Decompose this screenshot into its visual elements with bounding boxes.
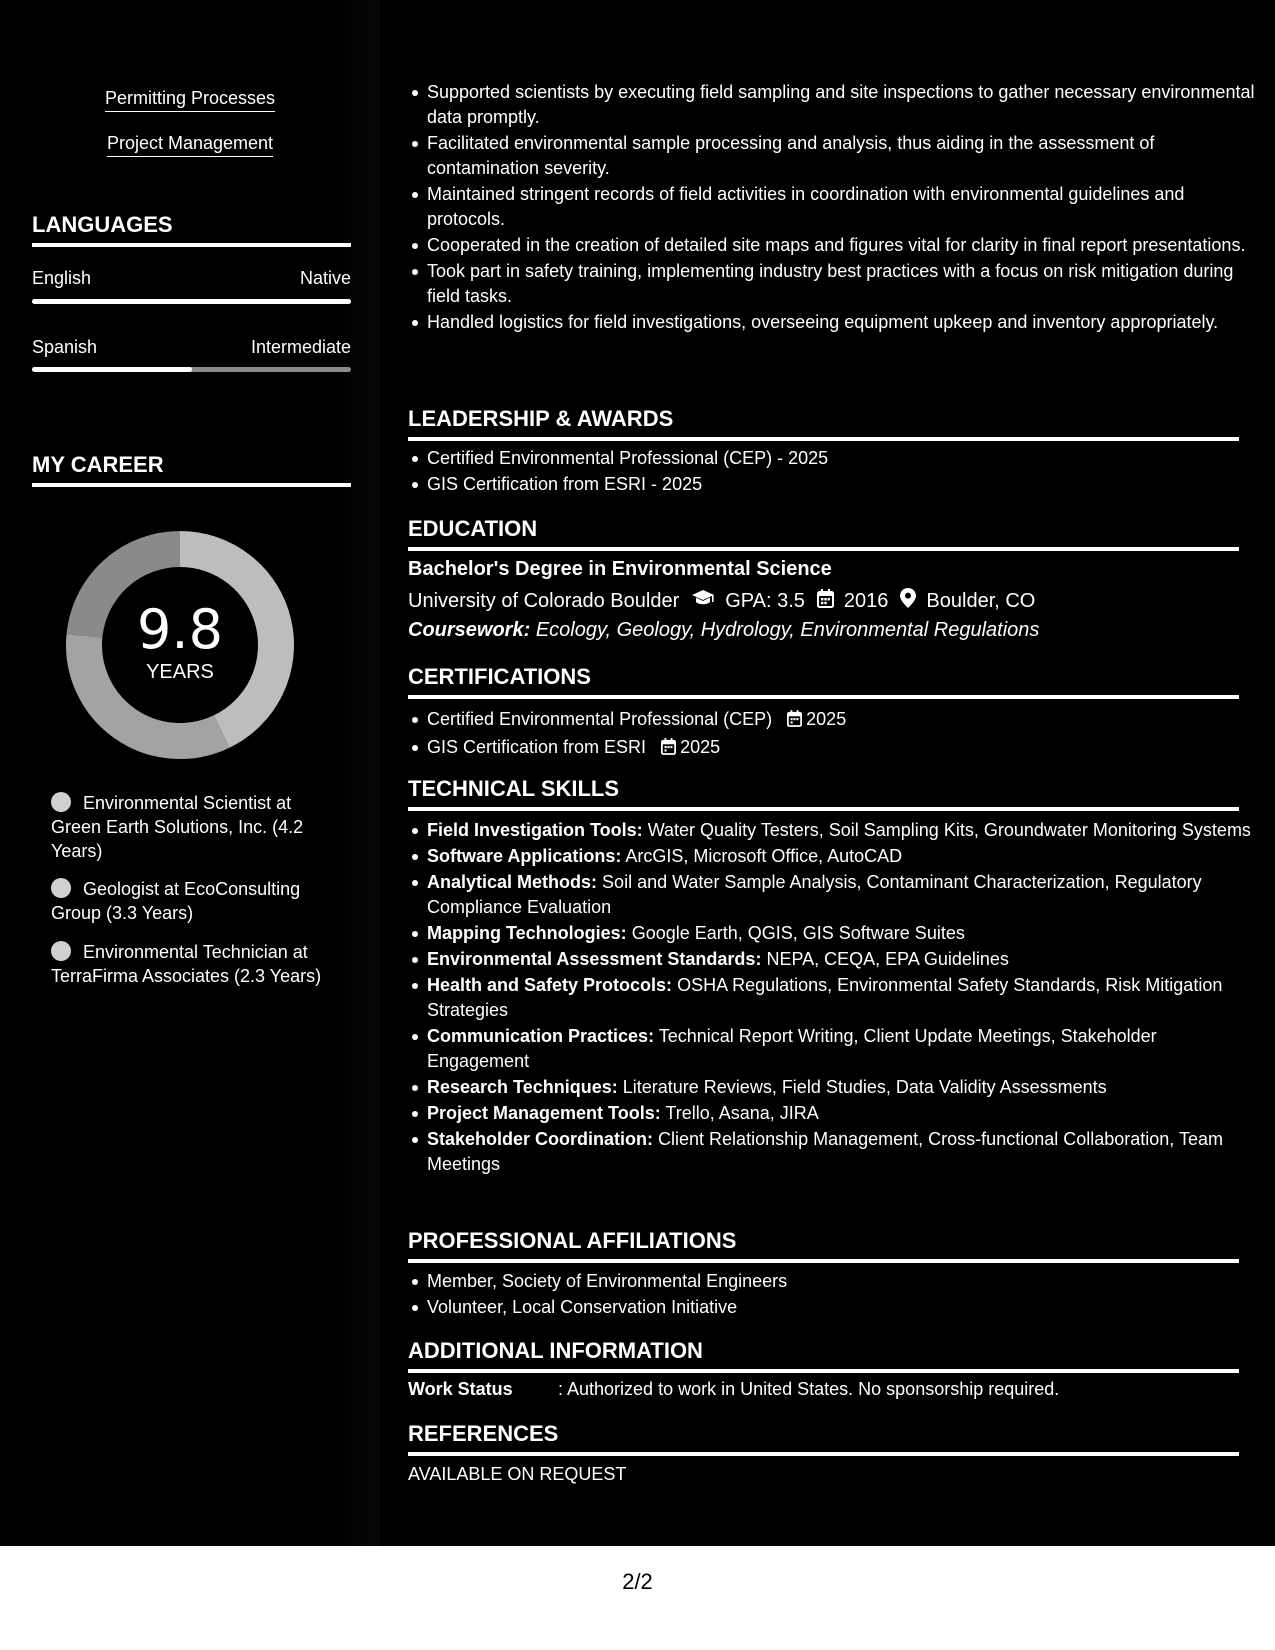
education-gpa: GPA: 3.5: [725, 589, 805, 612]
language-level-bar: [32, 367, 351, 372]
work-status-row: [408, 1379, 1059, 1400]
career-total: [101, 600, 259, 684]
language-level-fill: [32, 299, 351, 304]
list-item: Stakeholder Coordination: Client Relationship Management, Cross-functional Collaboration, Team Meetings: [427, 1127, 1258, 1177]
education-degree: Bachelor's Degree in Environmental Science: [408, 558, 832, 580]
list-item: GIS Certification from ESRI 2025: [427, 735, 1258, 762]
graduation-cap-icon: [691, 589, 715, 613]
language-name: English: [32, 268, 92, 288]
list-item: Environmental Assessment Standards: NEPA, CEQA, EPA Guidelines: [427, 947, 1258, 972]
language-name: Spanish: [32, 337, 98, 357]
list-item: Member, Society of Environmental Engineers: [427, 1269, 1258, 1294]
languages-heading: LANGUAGES: [32, 212, 351, 247]
list-item: Communication Practices: Technical Report Writing, Client Update Meetings, Stakeholder Engagement: [427, 1024, 1258, 1074]
career-item: Environmental Technician at TerraFirma Associates (2.3 Years): [51, 942, 322, 986]
references-heading: REFERENCES: [408, 1421, 1239, 1456]
awards-list: [408, 446, 1258, 498]
language-level: Native: [299, 268, 351, 288]
sidebar: [0, 0, 380, 1546]
list-item: Maintained stringent records of field activities in coordination with environmental guidelines and protocols.: [427, 182, 1258, 232]
language-level-bar: [32, 299, 351, 304]
list-item: Volunteer, Local Conservation Initiative: [427, 1295, 1258, 1320]
main-content: [408, 0, 1255, 1546]
education-coursework: [408, 619, 1039, 642]
list-item: Analytical Methods: Soil and Water Sample Analysis, Contaminant Characterization, Regulatory Compliance Evaluation: [427, 870, 1258, 920]
language-level: Intermediate: [250, 337, 351, 357]
skill-item: Project Management: [0, 133, 380, 157]
technical-skills-list: [408, 818, 1258, 1178]
page-number: 2/2: [622, 1569, 653, 1594]
education-details: [408, 588, 1035, 614]
career-dot: [51, 941, 71, 961]
education-location: Boulder, CO: [926, 589, 1036, 612]
list-item: Certified Environmental Professional (CEP) - 2025: [427, 446, 1258, 471]
list-item: Certified Environmental Professional (CEP) 2025: [427, 707, 1258, 734]
career-item: Geologist at EcoConsulting Group (3.3 Years): [51, 879, 301, 923]
list-item: Project Management Tools: Trello, Asana, JIRA: [427, 1101, 1258, 1126]
affiliations-list: [408, 1269, 1258, 1321]
list-item: Took part in safety training, implementing industry best practices with a focus on risk mitigation during field tasks.: [427, 259, 1258, 309]
certifications-list: [408, 707, 1258, 763]
coursework-label: Coursework:: [408, 619, 531, 641]
references-text: AVAILABLE ON REQUEST: [408, 1464, 627, 1484]
list-item: Research Techniques: Literature Reviews, Field Studies, Data Validity Assessments: [427, 1075, 1258, 1100]
list-item: Health and Safety Protocols: OSHA Regulations, Environmental Safety Standards, Risk Mitigation Strategies: [427, 973, 1258, 1023]
experience-bullets: [408, 80, 1258, 336]
education-year: 2016: [843, 589, 889, 612]
certifications-heading: CERTIFICATIONS: [408, 664, 1239, 699]
language-row: [32, 268, 351, 289]
list-item: Field Investigation Tools: Water Quality Testers, Soil Sampling Kits, Groundwater Monitoring Systems: [427, 818, 1258, 843]
work-status-value: : Authorized to work in United States. No sponsorship required.: [558, 1379, 1060, 1399]
location-pin-icon: [900, 588, 916, 614]
awards-heading: LEADERSHIP & AWARDS: [408, 406, 1239, 441]
list-item: Handled logistics for field investigations, overseeing equipment upkeep and inventory appropriately.: [427, 310, 1258, 335]
career-total-unit: YEARS: [146, 661, 214, 683]
skill-item: Permitting Processes: [0, 88, 380, 112]
career-dot: [51, 792, 71, 812]
career-total-value: 9.8: [137, 598, 223, 661]
list-item: GIS Certification from ESRI - 2025: [427, 472, 1258, 497]
career-heading: MY CAREER: [32, 452, 351, 487]
career-item: Environmental Scientist at Green Earth Solutions, Inc. (4.2 Years): [51, 793, 304, 861]
language-row: [32, 337, 351, 358]
list-item: Facilitated environmental sample processing and analysis, thus aiding in the assessment of contamination severity.: [427, 131, 1258, 181]
work-status-label: Work Status: [408, 1379, 513, 1399]
affiliations-heading: PROFESSIONAL AFFILIATIONS: [408, 1228, 1239, 1263]
career-dot: [51, 878, 71, 898]
additional-info-heading: ADDITIONAL INFORMATION: [408, 1338, 1239, 1373]
list-item: Supported scientists by executing field sampling and site inspections to gather necessary environmental data promptly.: [427, 80, 1258, 130]
technical-skills-heading: TECHNICAL SKILLS: [408, 776, 1239, 811]
coursework-value: Ecology, Geology, Hydrology, Environmental Regulations: [535, 619, 1040, 641]
language-level-fill: [32, 367, 192, 372]
list-item: Mapping Technologies: Google Earth, QGIS, GIS Software Suites: [427, 921, 1258, 946]
education-school: University of Colorado Boulder: [408, 589, 680, 612]
calendar-icon: [787, 709, 802, 734]
education-heading: EDUCATION: [408, 516, 1239, 551]
list-item: Software Applications: ArcGIS, Microsoft Office, AutoCAD: [427, 844, 1258, 869]
calendar-icon: [817, 589, 834, 614]
calendar-icon: [661, 737, 676, 762]
list-item: Cooperated in the creation of detailed site maps and figures vital for clarity in final report presentations.: [427, 233, 1258, 258]
